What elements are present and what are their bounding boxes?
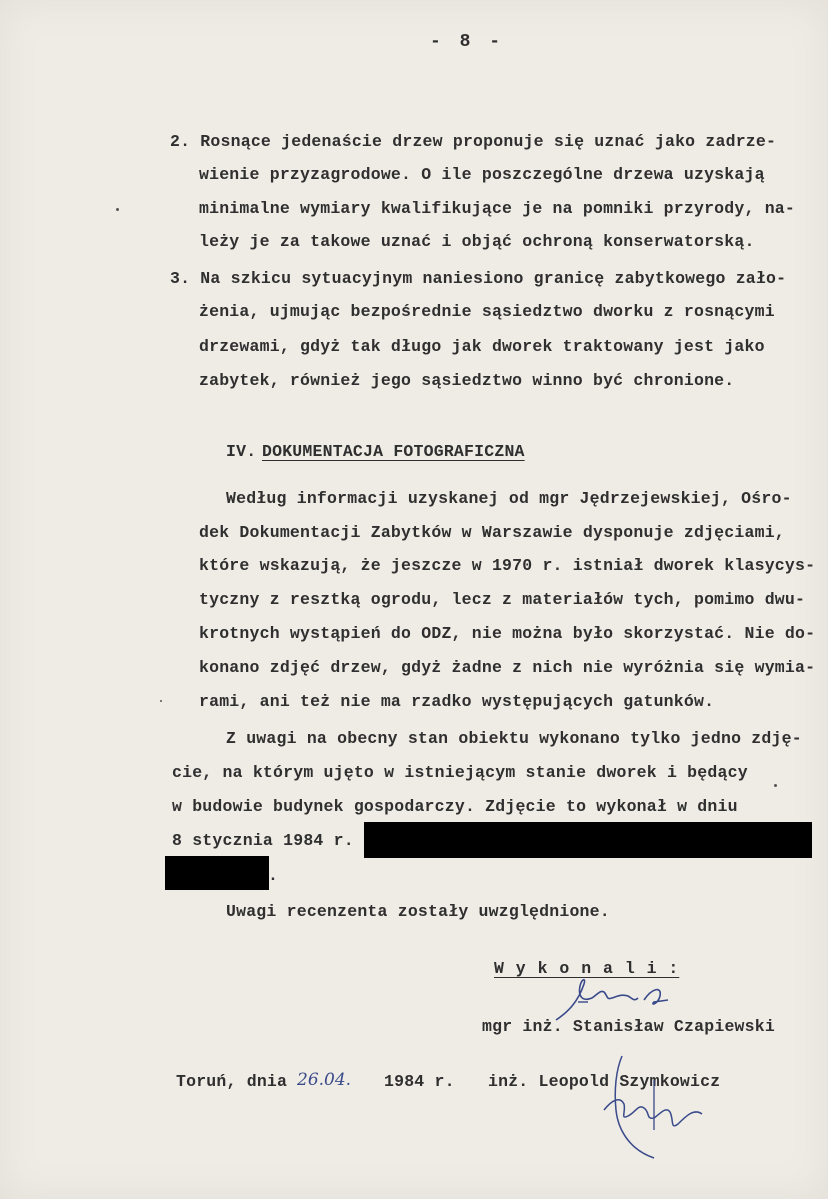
text-line: minimalne wymiary kwalifikujące je na pomniki przyrody, na- [199, 199, 795, 218]
paper-speck [160, 700, 162, 702]
text-line: cie, na którym ujęto w istniejącym stanie dworek i będący [172, 763, 748, 782]
text-line: 3. Na szkicu sytuacyjnym naniesiono granicę zabytkowego zało- [170, 269, 787, 288]
page-number: - 8 - [430, 32, 505, 52]
section-title: DOKUMENTACJA FOTOGRAFICZNA [262, 442, 525, 461]
text-line: rami, ani też nie ma rzadko występujących gatunków. [199, 692, 715, 711]
text-line: dek Dokumentacji Zabytków w Warszawie dysponuje zdjęciami, [199, 523, 785, 542]
paper-speck [116, 208, 119, 211]
place-date-prefix: Toruń, dnia [176, 1072, 288, 1091]
text-line: Według informacji uzyskanej od mgr Jędrzejewskiej, Ośro- [226, 489, 792, 508]
sentence-end: . [268, 866, 279, 885]
text-line: drzewami, gdyż tak długo jak dworek traktowany jest jako [199, 337, 765, 356]
author-2: inż. Leopold Szymkowicz [488, 1072, 721, 1091]
text-line: które wskazują, że jeszcze w 1970 r. istniał dworek klasycys- [199, 556, 816, 575]
text-line: leży je za takowe uznać i objąć ochroną konserwatorską. [199, 232, 755, 251]
author-1: mgr inż. Stanisław Czapiewski [482, 1017, 775, 1036]
reviewers-note: Uwagi recenzenta zostały uwzględnione. [226, 902, 610, 921]
text-line: wienie przyzagrodowe. O ile poszczególne drzewa uzyskają [199, 165, 765, 184]
text-line: w budowie budynek gospodarczy. Zdjęcie to wykonał w dniu [172, 797, 738, 816]
text-line: Z uwagi na obecny stan obiektu wykonano tylko jedno zdję- [226, 729, 802, 748]
text-line: 2. Rosnące jedenaście drzew proponuje się uznać jako zadrze- [170, 132, 777, 151]
section-number: IV. [226, 442, 257, 461]
text-line: konano zdjęć drzew, gdyż żadne z nich nie wyróżnia się wymia- [199, 658, 816, 677]
paper-speck [774, 784, 777, 787]
text-line: 8 stycznia 1984 r. [172, 831, 354, 850]
text-line: zabytek, również jego sąsiedztwo winno być chronione. [199, 371, 735, 390]
signature-szymkowicz [590, 1050, 720, 1165]
handwritten-date: 26.04. [297, 1070, 352, 1090]
text-line: krotnych wystąpień do ODZ, nie można było skorzystać. Nie do- [199, 624, 816, 643]
redaction-bar [165, 856, 269, 890]
text-line: żenia, ujmując bezpośrednie sąsiedztwo dworku z rosnącymi [199, 302, 775, 321]
prepared-by-label: W y k o n a l i : [494, 959, 680, 978]
text-line: tyczny z resztką ogrodu, lecz z materiałów tych, pomimo dwu- [199, 590, 806, 609]
place-date-year: 1984 r. [384, 1072, 455, 1091]
redaction-bar [364, 822, 812, 858]
